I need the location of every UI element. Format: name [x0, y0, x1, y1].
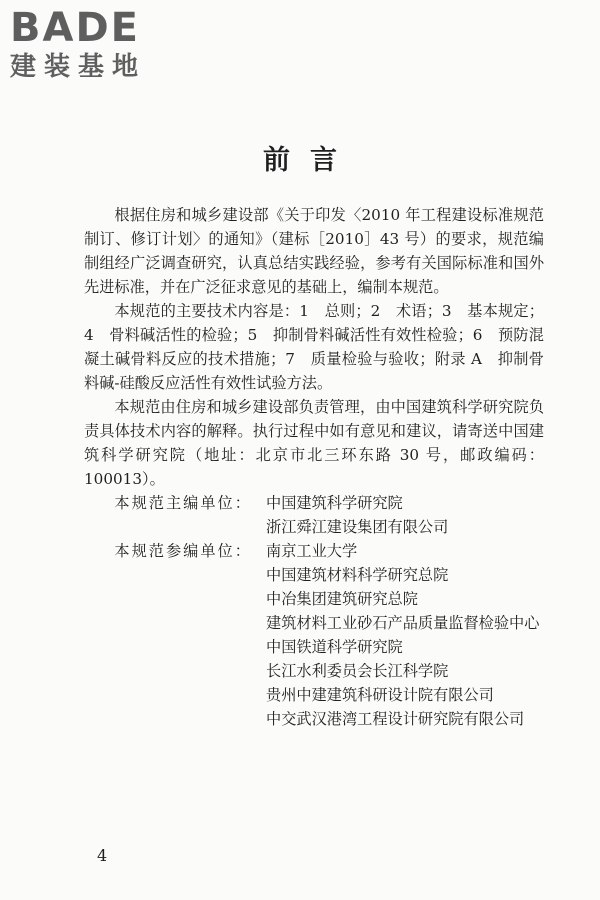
- chief-editors-block: [84, 491, 544, 539]
- paragraph-contents: 本规范的主要技术内容是：1 总则；2 术语；3 基本规定；4 骨料碱活性的检验；5 抑制骨料碱活性有效性检验；6 预防混凝土碱骨料反应的技术措施；7 质量检验与验收；附录 A 抑制骨料碱-硅酸反应活性有效性试验方法。: [84, 302, 544, 392]
- logo-mark: BADE: [10, 5, 140, 51]
- list-item: 浙江舜江建设集团有限公司: [266, 518, 449, 536]
- list-item: 中冶集团建筑研究总院: [266, 590, 418, 608]
- chief-editors-list: [266, 491, 544, 539]
- list-item: 中国铁道科学研究院: [266, 638, 403, 656]
- chief-editors-label: 本规范主编单位：: [114, 494, 252, 512]
- logo-subtitle: 建装基地: [10, 52, 147, 82]
- paragraph-management: 本规范由住房和城乡建设部负责管理，由中国建筑科学研究院负责具体技术内容的解释。执行过程中如有意见和建议，请寄送中国建筑科学研究院（地址：北京市北三环东路 30 号，邮政编码：100013）。: [84, 398, 544, 488]
- paragraph-background: 根据住房和城乡建设部《关于印发〈2010 年工程建设标准规范制订、修订计划〉的通知》（建标［2010］43 号）的要求，规范编制组经广泛调查研究，认真总结实践经验，参考有关国际标准和国外先进标准，并在广泛征求意见的基础上，编制本规范。: [84, 206, 544, 296]
- document-body: [84, 203, 544, 731]
- participating-editors-label: 本规范参编单位：: [114, 542, 252, 560]
- list-item: 长江水利委员会长江科学院: [266, 662, 449, 680]
- page-number: 4: [97, 846, 108, 865]
- page-title: 前言: [263, 145, 357, 176]
- participating-editors-list: [266, 539, 544, 731]
- participating-editors-block: [84, 539, 544, 731]
- list-item: 中国建筑科学研究院: [266, 494, 403, 512]
- list-item: 贵州中建建筑科研设计院有限公司: [266, 686, 494, 704]
- list-item: 中交武汉港湾工程设计研究院有限公司: [266, 710, 525, 728]
- list-item: 建筑材料工业砂石产品质量监督检验中心: [266, 614, 540, 632]
- list-item: 南京工业大学: [266, 542, 358, 560]
- list-item: 中国建筑材料科学研究总院: [266, 566, 449, 584]
- brand-logo: [10, 6, 180, 84]
